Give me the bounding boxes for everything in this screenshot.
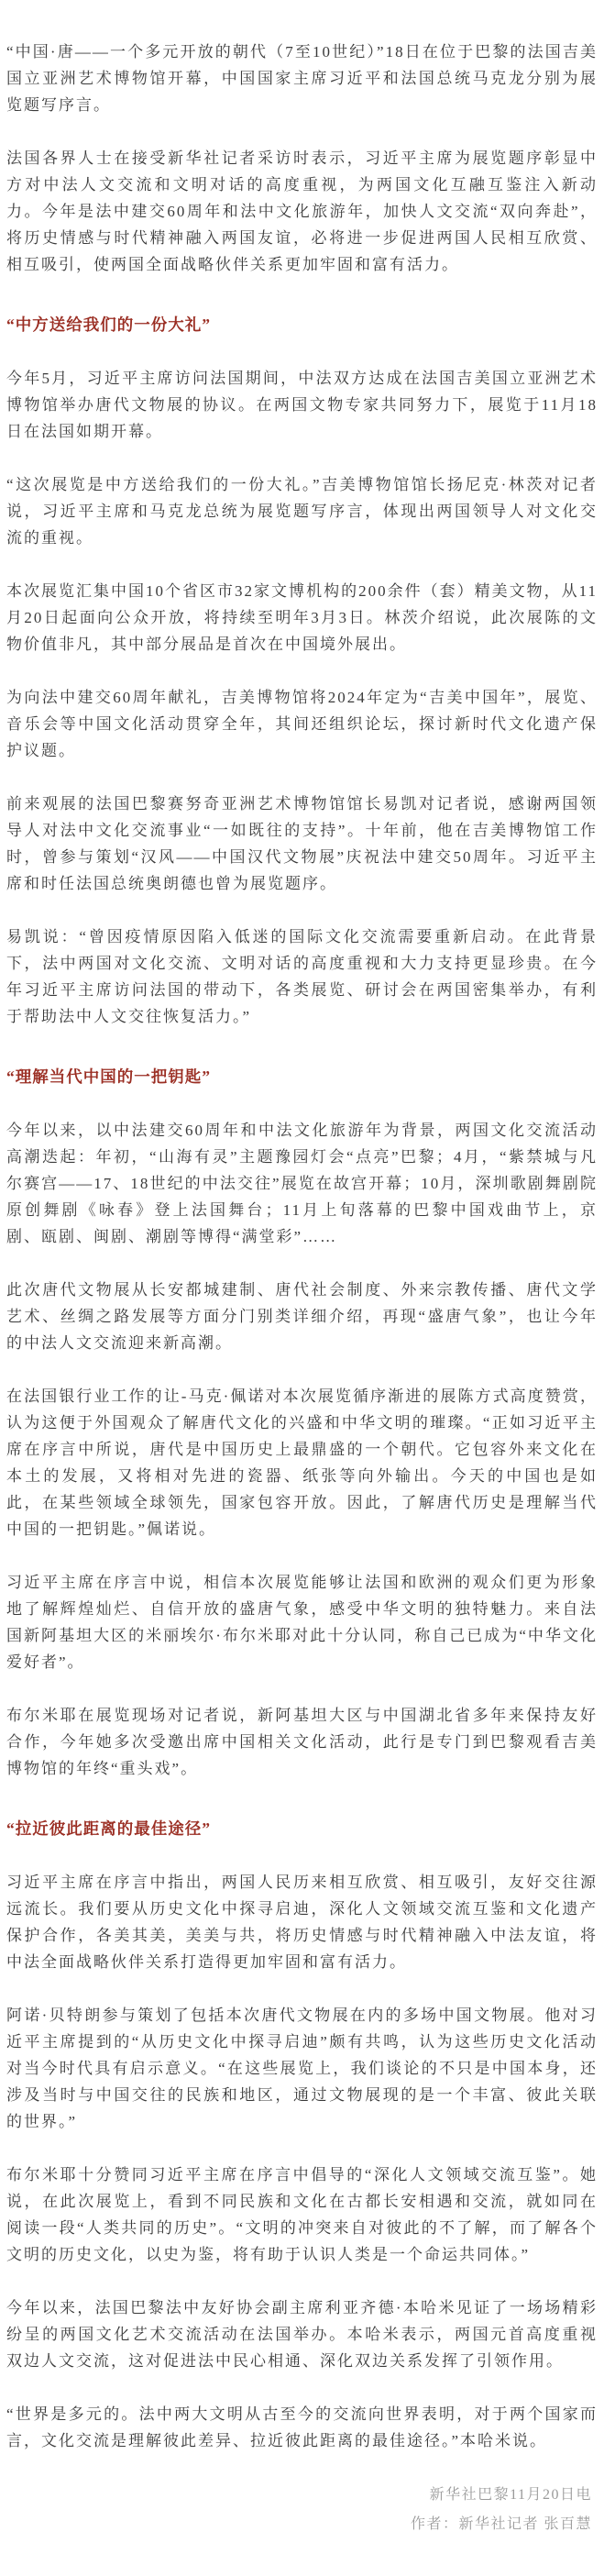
- paragraph: 前来观展的法国巴黎赛努奇亚洲艺术博物馆馆长易凯对记者说，感谢两国领导人对法中文化交流事业“一如既往的支持”。十年前，他在吉美博物馆工作时，曾参与策划“汉风——中国汉代文物展”庆祝法中建交50周年。习近平主席和时任法国总统奥朗德也曾为展览题序。: [6, 795, 598, 892]
- paragraph: 今年以来，法国巴黎法中友好协会副主席利亚齐德·本哈米见证了一场场精彩纷呈的两国文化艺术交流活动在法国举办。本哈米表示，两国元首高度重视双边人文交流，这对促进法中民心相通、深化双边关系发挥了引领作用。: [6, 2299, 598, 2370]
- paragraph: “这次展览是中方送给我们的一份大礼。”吉美博物馆馆长扬尼克·林茨对记者说，习近平主席和马克龙总统为展览题写序言，体现出两国领导人对文化交流的重视。: [6, 476, 598, 547]
- dateline: 新华社巴黎11月20日电: [429, 2487, 592, 2503]
- section-heading-2: “理解当代中国的一把钥匙”: [6, 1067, 211, 1086]
- paragraph: 布尔米耶在展览现场对记者说，新阿基坦大区与中国湖北省多年来保持友好合作，今年她多次受邀出席中国相关文化活动，此行是专门到巴黎观看吉美博物馆的年终“重头戏”。: [6, 1707, 598, 1777]
- article-body: [6, 39, 598, 2454]
- paragraph: 此次唐代文物展从长安都城建制、唐代社会制度、外来宗教传播、唐代文学艺术、丝绸之路发展等方面分门别类详细介绍，再现“盛唐气象”，也让今年的中法人文交流迎来新高潮。: [6, 1281, 598, 1352]
- paragraph: 在法国银行业工作的让-马克·佩诺对本次展览循序渐进的展陈方式高度赞赏，认为这便于外国观众了解唐代文化的兴盛和中华文明的璀璨。“正如习近平主席在序言中所说，唐代是中国历史上最鼎盛的一个朝代。它包容外来文化在本土的发展，又将相对先进的瓷器、纸张等向外输出。今天的中国也是如此，在某些领域全球领先，国家包容开放。因此，了解唐代历史是理解当代中国的一把钥匙。”佩诺说。: [6, 1388, 598, 1538]
- section-heading-1: “中方送给我们的一份大礼”: [6, 315, 211, 334]
- paragraph-lead: “中国·唐——一个多元开放的朝代（7至10世纪）”18日在位于巴黎的法国吉美国立亚洲艺术博物馆开幕，中国国家主席习近平和法国总统马克龙分别为展览题写序言。: [6, 43, 598, 114]
- paragraph: 阿诺·贝特朗参与策划了包括本次唐代文物展在内的多场中国文物展。他对习近平主席提到的“从历史文化中探寻启迪”颇有共鸣，认为这些历史文化活动对当今时代具有启示意义。“在这些展览上，我们谈论的不只是中国本身，还涉及当时与中国交往的民族和地区，通过文物展现的是一个丰富、彼此关联的世界。”: [6, 2007, 598, 2130]
- article-footer: [6, 2481, 598, 2539]
- section-heading-3: “拉近彼此距离的最佳途径”: [6, 1819, 211, 1838]
- paragraph: 习近平主席在序言中指出，两国人民历来相互欣赏、相互吸引，友好交往源远流长。我们要从历史文化中探寻启迪，深化人文领域交流互鉴和文化遗产保护合作，各美其美，美美与共，将历史情感与时代精神融入中法友谊，将中法全面战略伙伴关系打造得更加牢固和富有活力。: [6, 1874, 598, 1971]
- byline: 作者：新华社记者 张百慧: [410, 2516, 592, 2532]
- paragraph: 今年以来，以中法建交60周年和中法文化旅游年为背景，两国文化交流活动高潮迭起：年初，“山海有灵”主题豫园灯会“点亮”巴黎；4月，“紫禁城与凡尔赛宫——17、18世纪的中法交往”展览在故宫开幕；10月，深圳歌剧舞剧院原创舞剧《咏春》登上法国舞台；11月上旬落幕的巴黎中国戏曲节上，京剧、瓯剧、闽剧、潮剧等博得“满堂彩”……: [6, 1122, 598, 1245]
- paragraph: 本次展览汇集中国10个省区市32家文博机构的200余件（套）精美文物，从11月20日起面向公众开放，将持续至明年3月3日。林茨介绍说，此次展陈的文物价值非凡，其中部分展品是首次在中国境外展出。: [6, 582, 598, 653]
- paragraph: 习近平主席在序言中说，相信本次展览能够让法国和欧洲的观众们更为形象地了解辉煌灿烂、自信开放的盛唐气象，感受中华文明的独特魅力。来自法国新阿基坦大区的米丽埃尔·布尔米耶对此十分认同，称自己已成为“中华文化爱好者”。: [6, 1574, 598, 1671]
- paragraph: 今年5月，习近平主席访问法国期间，中法双方达成在法国吉美国立亚洲艺术博物馆举办唐代文物展的协议。在两国文物专家共同努力下，展览于11月18日在法国如期开幕。: [6, 370, 598, 440]
- paragraph: 法国各界人士在接受新华社记者采访时表示，习近平主席为展览题序彰显中方对中法人文交流和文明对话的高度重视，为两国文化互融互鉴注入新动力。今年是法中建交60周年和法中文化旅游年，加快人文交流“双向奔赴”，将历史情感与时代精神融入两国友谊，必将进一步促进两国人民相互欣赏、相互吸引，使两国全面战略伙伴关系更加牢固和富有活力。: [6, 149, 598, 273]
- paragraph: 为向法中建交60周年献礼，吉美博物馆将2024年定为“吉美中国年”，展览、音乐会等中国文化活动贯穿全年，其间还组织论坛，探讨新时代文化遗产保护议题。: [6, 689, 598, 759]
- paragraph: “世界是多元的。法中两大文明从古至今的交流向世界表明，对于两个国家而言，文化交流是理解彼此差异、拉近彼此距离的最佳途径。”本哈米说。: [6, 2405, 598, 2449]
- paragraph: 易凯说：“曾因疫情原因陷入低迷的国际文化交流需要重新启动。在此背景下，法中两国对文化交流、文明对话的高度重视和大力支持更显珍贵。在今年习近平主席访问法国的带动下，各类展览、研讨会在两国密集举办，有利于帮助法中人文交往恢复活力。”: [6, 928, 598, 1025]
- paragraph: 布尔米耶十分赞同习近平主席在序言中倡导的“深化人文领域交流互鉴”。她说，在此次展览上，看到不同民族和文化在古都长安相遇和交流，就如同在阅读一段“人类共同的历史”。“文明的冲突来自对彼此的不了解，而了解各个文明的历史文化，以史为鉴，将有助于认识人类是一个命运共同体。”: [6, 2166, 598, 2263]
